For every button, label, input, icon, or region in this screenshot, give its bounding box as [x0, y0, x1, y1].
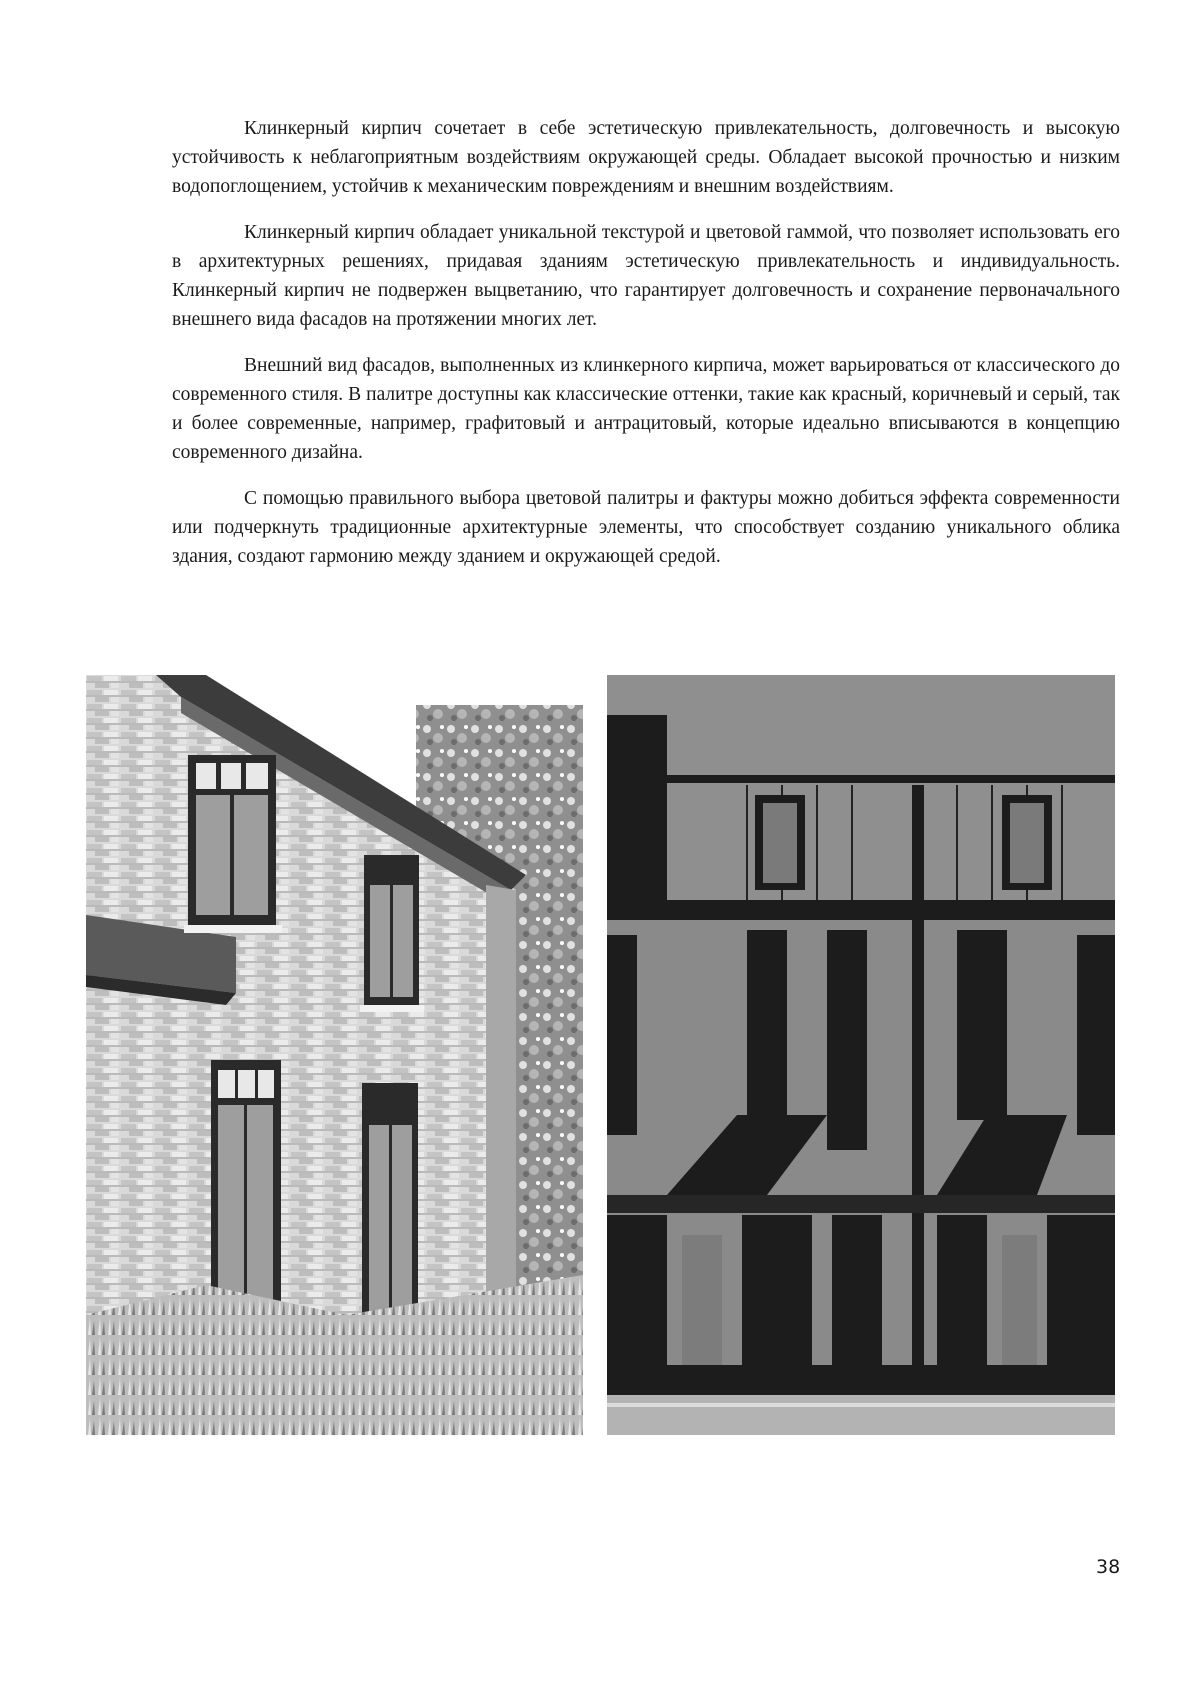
- brick-building-photo-right: [607, 675, 1115, 1435]
- paragraph-3: Внешний вид фасадов, выполненных из клинкерного кирпича, может варьироваться от классического до современного стиля. В палитре доступны как классические оттенки, такие как красный, коричневый и серый, так и более современные, например, графитовый и антрацитовый, которые идеально вписываются в концепцию современного дизайна.: [172, 355, 1120, 463]
- body-text: [172, 114, 1120, 588]
- paragraph-1: Клинкерный кирпич сочетает в себе эстетическую привлекательность, долговечность и высокую устойчивость к неблагоприятным воздействиям окружающей среды. Обладает высокой прочностью и низким водопоглощением, устойчив к механическим повреждениям и внешним воздействиям.: [172, 118, 1120, 197]
- brick-building-photo-left: [86, 675, 583, 1435]
- page-number: 38: [1096, 1556, 1121, 1578]
- paragraph-2: Клинкерный кирпич обладает уникальной текстурой и цветовой гаммой, что позволяет использовать его в архитектурных решениях, придавая зданиям эстетическую привлекательность и индивидуальность. Клинкерный кирпич не подвержен выцветанию, что гарантирует долговечность и сохранение первоначального внешнего вида фасадов на протяжении многих лет.: [172, 222, 1120, 330]
- paragraph-4: С помощью правильного выбора цветовой палитры и фактуры можно добиться эффекта современности или подчеркнуть традиционные архитектурные элементы, что способствует созданию уникального облика здания, создают гармонию между зданием и окружающей средой.: [172, 488, 1120, 567]
